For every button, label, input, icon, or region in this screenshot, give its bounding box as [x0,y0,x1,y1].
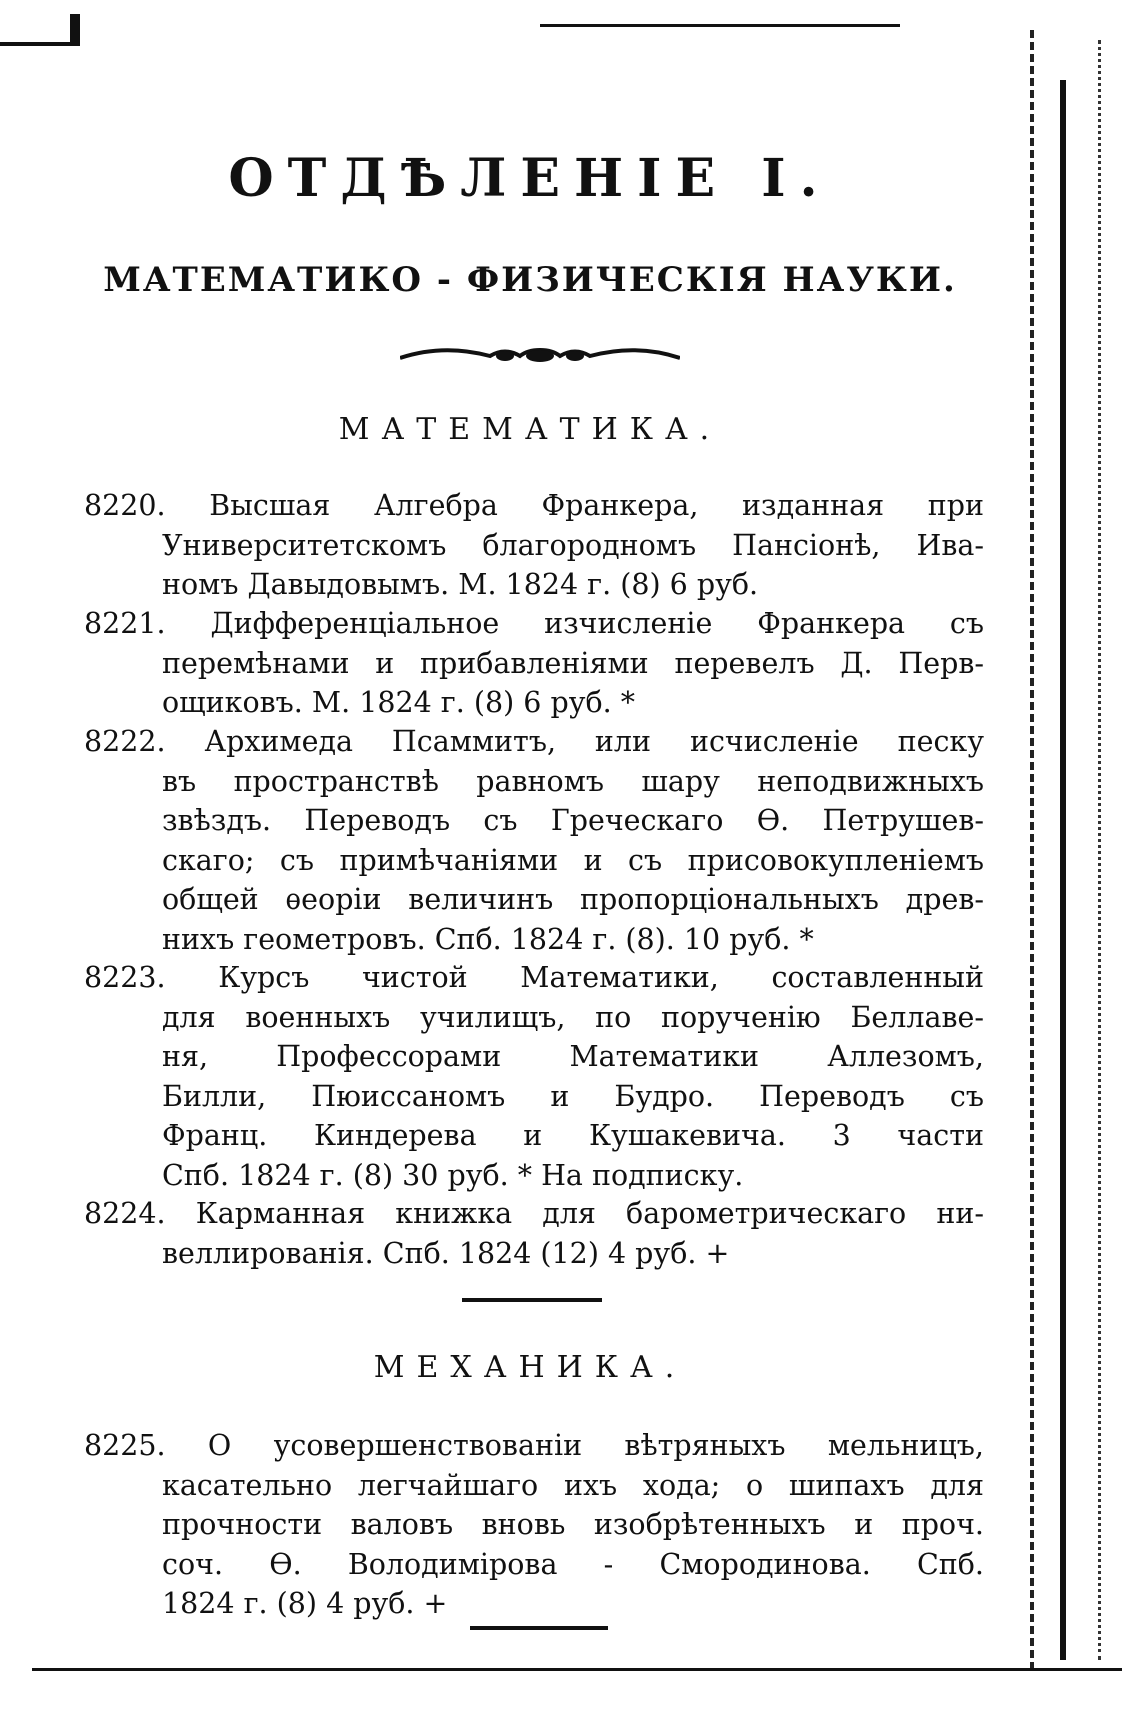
entry-line: 1824 г. (8) 4 руб. + [162,1587,448,1620]
entry-line: веллированія. Спб. 1824 (12) 4 руб. + [162,1236,730,1270]
entry-8225 [84,1426,984,1624]
scan-edge-bottom [32,1668,1122,1671]
scan-edge-mark [0,14,80,46]
entry-line: въ пространствѣ равномъ шару неподвижныхъ [162,764,984,798]
entry-line: общей ѳеоріи величинъ пропорціональныхъ древ- [162,883,984,916]
entry-line: ощиковъ. М. 1824 г. (8) 6 руб. * [162,686,636,719]
entry-line: Спб. 1824 г. (8) 30 руб. * На подписку. [162,1158,744,1192]
entry-line: касательно легчайшаго ихъ хода; о шипахъ для [162,1468,984,1502]
entry-8221 [84,604,984,723]
entry-8224 [84,1194,984,1273]
entry-8223 [84,958,984,1195]
entry-line: 8220. Высшая Алгебра Франкера, изданная при [84,489,984,522]
section-divider-rule [462,1298,602,1302]
entry-line: соч. Ѳ. Володимірова - Смородинова. Спб. [162,1547,984,1581]
scan-edge-right-binding [1060,80,1066,1660]
ornament-divider [400,344,680,368]
entry-line: для военныхъ училищъ, по порученію Беллаве- [162,1000,984,1034]
entry-line: 8223. Курсъ чистой Математики, составленный [84,961,984,994]
scan-edge-right-dots [1098,40,1101,1660]
entry-8222 [84,722,984,959]
entry-line: звѣздъ. Переводъ съ Греческаго Ѳ. Петрушев- [162,804,984,837]
entry-line: нихъ геометровъ. Спб. 1824 г. (8). 10 руб. * [162,922,814,956]
scan-edge-mark-top [540,6,900,27]
section-title-mathematics: МАТЕМАТИКА. [338,412,722,447]
end-divider-rule [470,1626,608,1630]
entry-line: Университетскомъ благородномъ Пансіонѣ, Ива- [162,528,984,562]
section-title-mechanics: МЕХАНИКА. [373,1350,687,1385]
entry-line: Билли, Пюиссаномъ и Будро. Переводъ съ [162,1079,984,1113]
entry-line: 8221. Дифференціальное изчисленіе Франкера съ [84,607,984,640]
page-heading: ОТДѢЛЕНІЕ I. [228,148,832,209]
entry-line: 8222. Архимеда Псаммитъ, или исчисленіе песку [84,725,984,758]
entry-8220 [84,486,984,605]
entry-line: 8225. О усовершенствованіи вѣтряныхъ мельницъ, [84,1429,984,1462]
entry-line: ня, Профессорами Математики Аллезомъ, [162,1040,984,1073]
entry-line: скаго; съ примѣчаніями и съ присовокупленіемъ [162,843,984,877]
entry-line: прочности валовъ вновь изобрѣтенныхъ и проч. [162,1508,984,1541]
entry-line: перемѣнами и прибавленіями перевелъ Д. Перв- [162,646,984,680]
entry-line: Франц. Киндерева и Кушакевича. 3 части [162,1119,984,1152]
entry-line: 8224. Карманная книжка для барометрическаго ни- [84,1197,984,1230]
entry-line: номъ Давыдовымъ. М. 1824 г. (8) 6 руб. [162,568,759,601]
page-subheading: МАТЕМАТИКО - ФИЗИЧЕСКІЯ НАУКИ. [103,260,957,300]
